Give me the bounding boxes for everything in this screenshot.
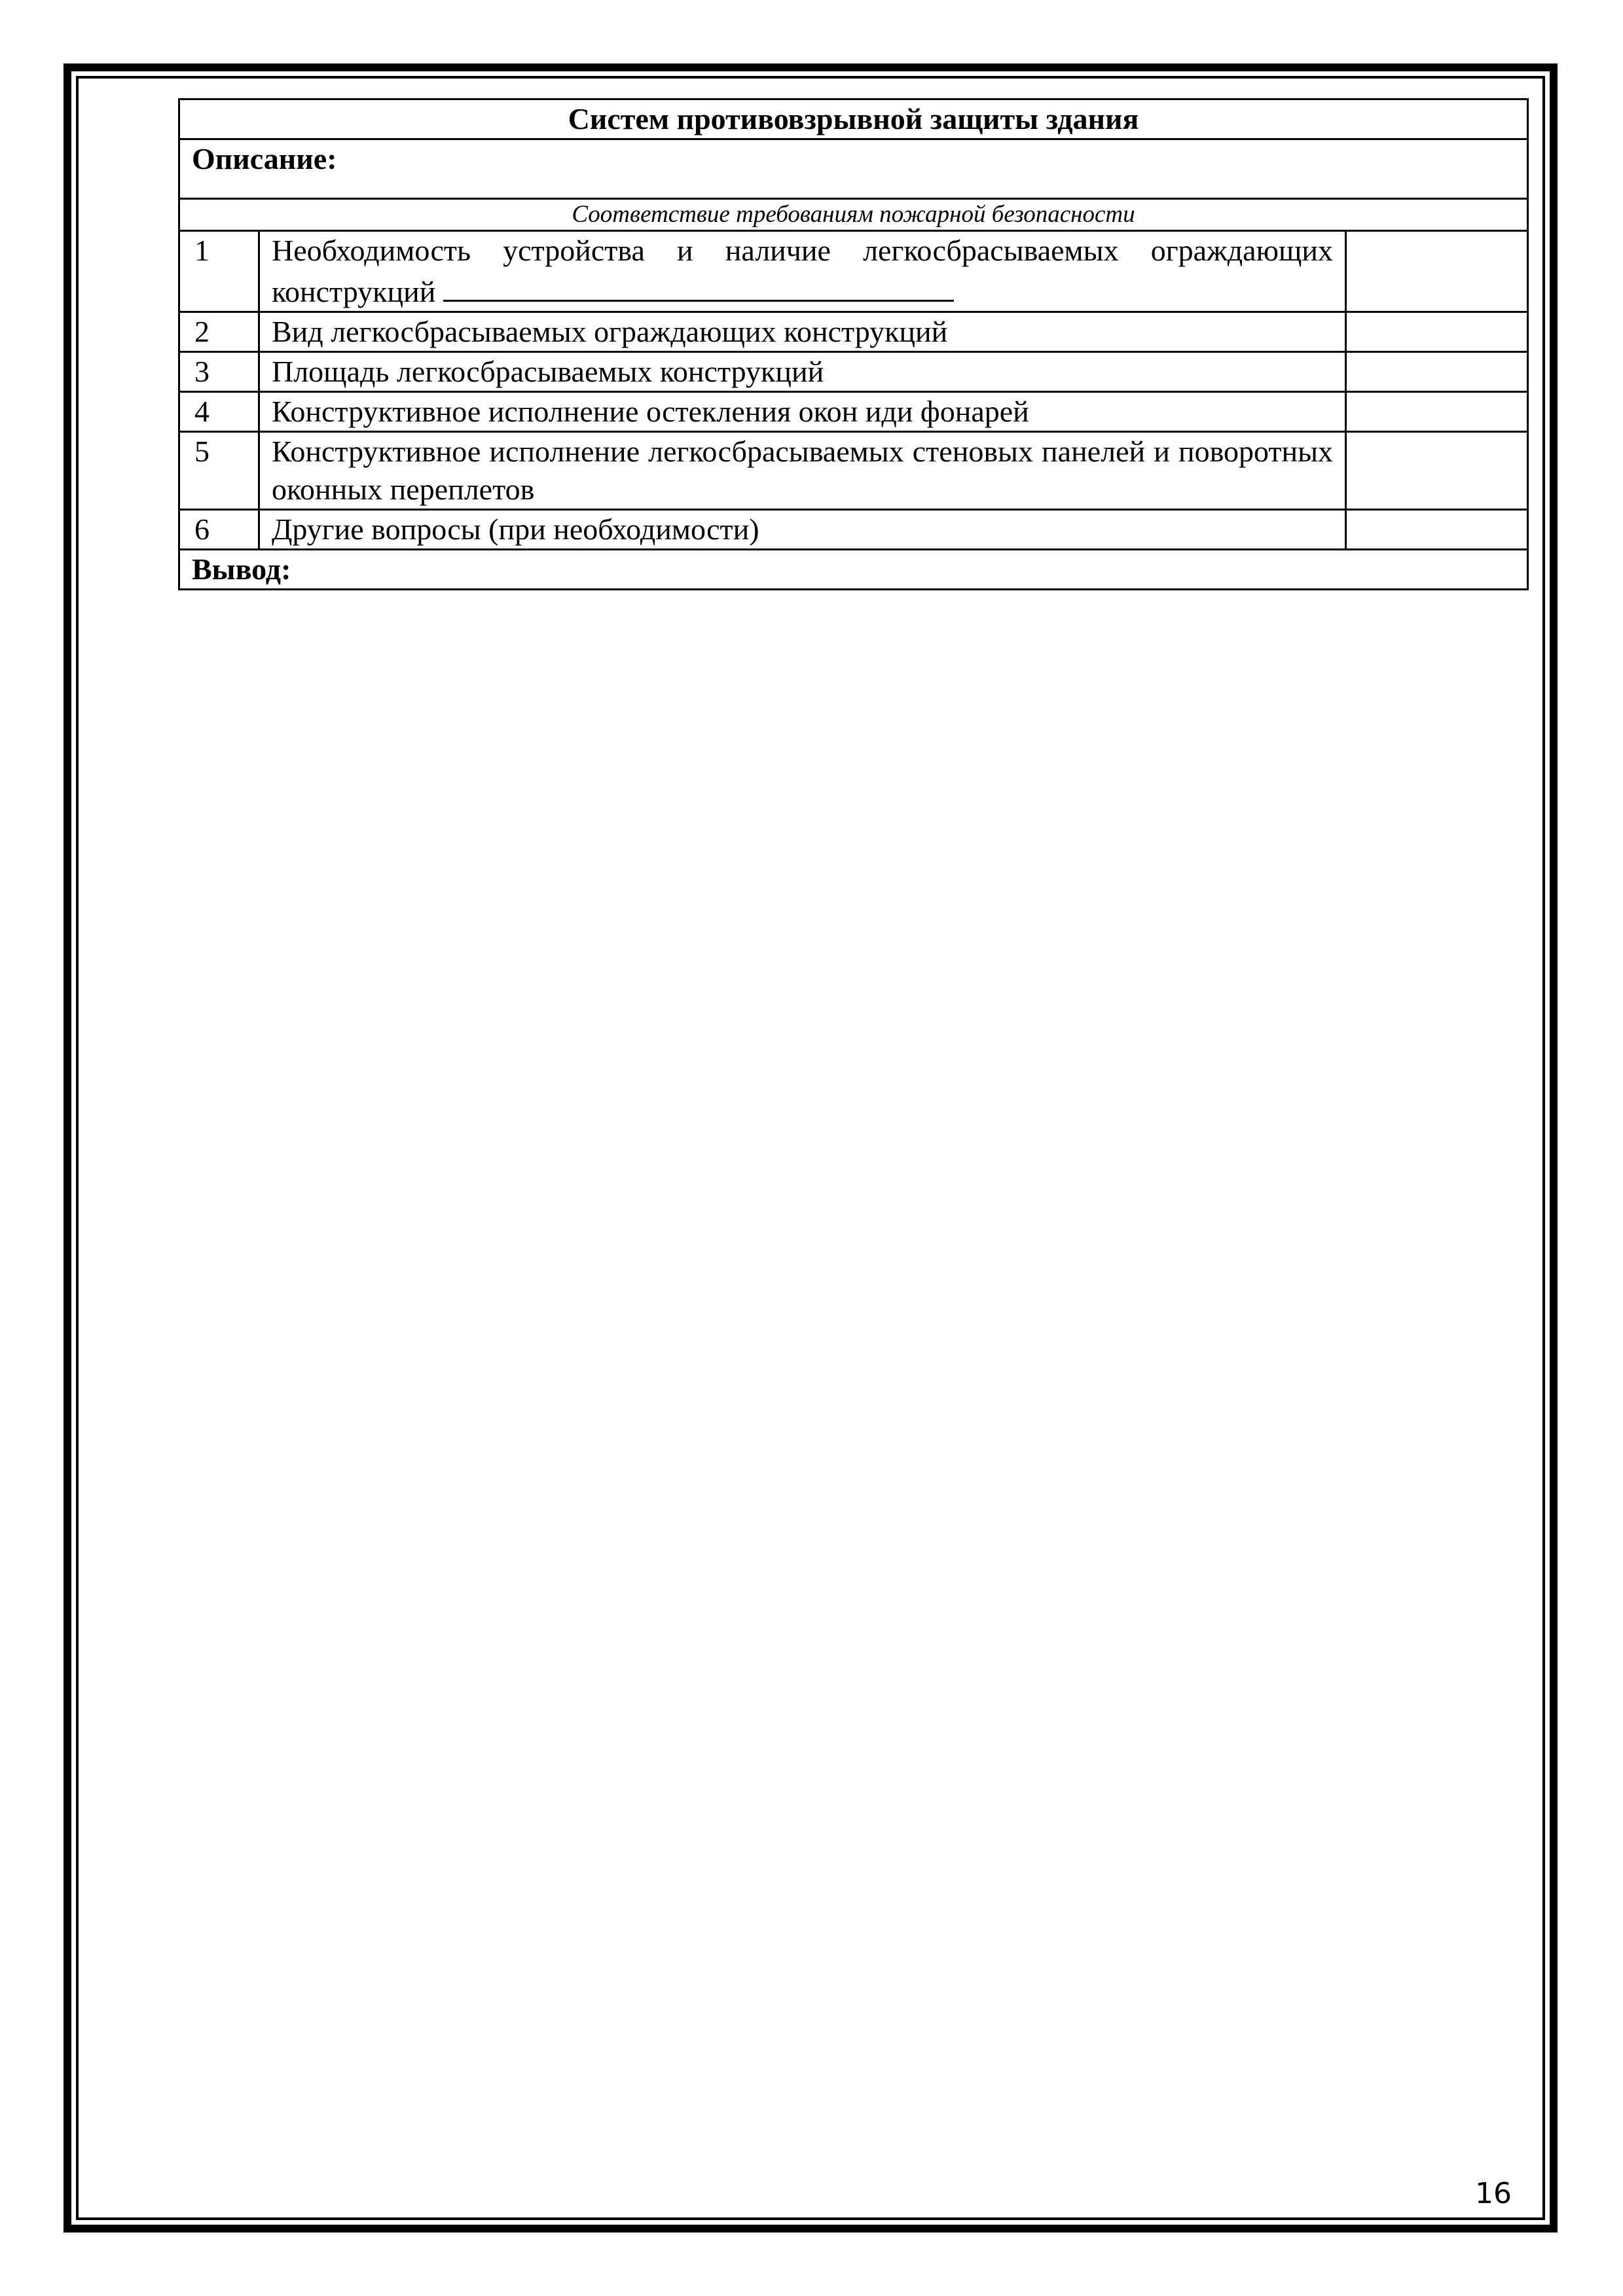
row-number: 3 bbox=[179, 352, 259, 392]
row-text: Конструктивное исполнение остекления окон иди фонарей bbox=[259, 392, 1346, 432]
conclusion-row bbox=[179, 550, 1528, 590]
section-header-row bbox=[179, 199, 1528, 231]
row-text bbox=[259, 231, 1346, 312]
row-answer-cell[interactable] bbox=[1346, 352, 1528, 392]
table-row bbox=[179, 231, 1528, 312]
description-row bbox=[179, 139, 1528, 199]
row-number: 1 bbox=[179, 231, 259, 312]
row-number: 2 bbox=[179, 312, 259, 352]
row-number: 6 bbox=[179, 510, 259, 550]
table-row bbox=[179, 312, 1528, 352]
row-number: 5 bbox=[179, 432, 259, 510]
conclusion-label[interactable]: Вывод: bbox=[179, 550, 1528, 590]
fire-safety-checklist-table bbox=[178, 98, 1529, 590]
row-answer-cell[interactable] bbox=[1346, 231, 1528, 312]
table-title: Систем противовзрывной защиты здания bbox=[179, 99, 1528, 139]
row-text: Другие вопросы (при необходимости) bbox=[259, 510, 1346, 550]
row-text-content: Необходимость устройства и наличие легкосбрасываемых ограждающих конструкций bbox=[272, 234, 1333, 308]
row-answer-cell[interactable] bbox=[1346, 510, 1528, 550]
row-text: Площадь легкосбрасываемых конструкций bbox=[259, 352, 1346, 392]
row-text: Конструктивное исполнение легкосбрасываемых стеновых панелей и поворотных оконных переплетов bbox=[259, 432, 1346, 510]
table-row bbox=[179, 510, 1528, 550]
row-text: Вид легкосбрасываемых ограждающих конструкций bbox=[259, 312, 1346, 352]
section-header: Соответствие требованиям пожарной безопасности bbox=[179, 199, 1528, 231]
page-number: 16 bbox=[1475, 2177, 1512, 2210]
row-number: 4 bbox=[179, 392, 259, 432]
table-row bbox=[179, 352, 1528, 392]
row-answer-cell[interactable] bbox=[1346, 312, 1528, 352]
table-title-row bbox=[179, 99, 1528, 139]
fill-in-blank-line[interactable] bbox=[443, 270, 954, 302]
row-answer-cell[interactable] bbox=[1346, 392, 1528, 432]
row-answer-cell[interactable] bbox=[1346, 432, 1528, 510]
table-row bbox=[179, 432, 1528, 510]
table-row bbox=[179, 392, 1528, 432]
description-label[interactable]: Описание: bbox=[179, 139, 1528, 199]
